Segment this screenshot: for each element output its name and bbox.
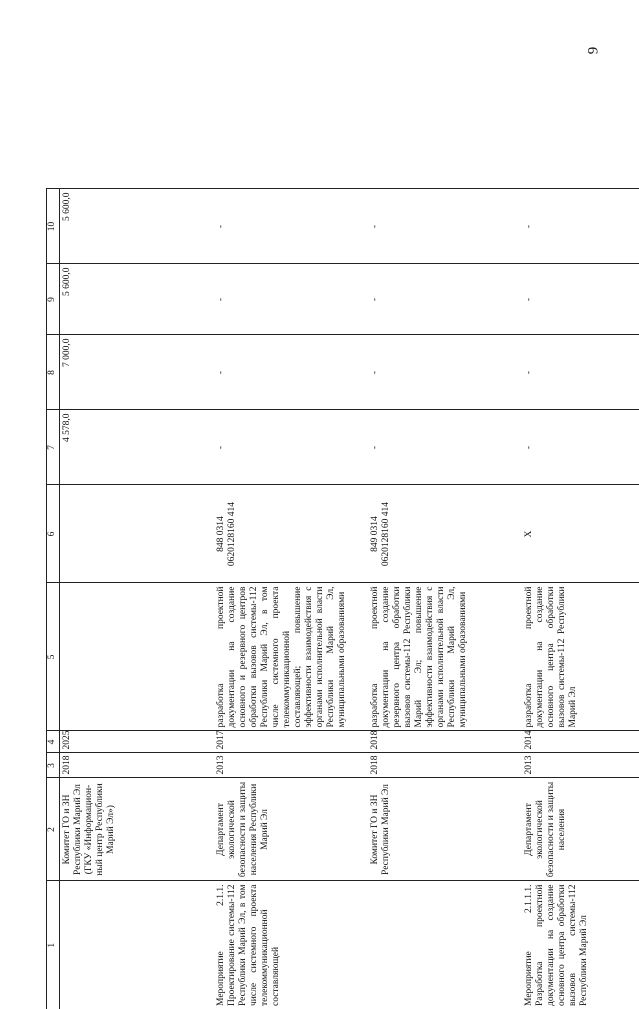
cell-code: [368, 485, 522, 583]
header-col-5: 5: [47, 583, 60, 731]
cell-start-year: 2013: [214, 753, 368, 778]
header-col-8: 8: [47, 335, 60, 410]
cell-code-line-2: 0620128160 414: [227, 489, 238, 580]
cell-value-10: 5 600,0: [60, 189, 215, 264]
cell-code: [214, 485, 368, 583]
cell-value-7: 4 578,0: [60, 410, 215, 485]
header-col-9: 9: [47, 264, 60, 335]
cell-start-year: 2018: [368, 753, 522, 778]
cell-result: разработка проектной документации на создание основного и резервного центров обработки вызовов системы-112 Республики Марий Эл, в том числе системного проекта телекоммуникационной составляющей; повышение эффективности взаимодействия с органами исполнительной власти Республики Марий Эл, муниципальными образованиями: [214, 583, 368, 731]
header-col-6: 6: [47, 485, 60, 583]
cell-executor: Департамент экологической безопасности и защиты населения Республики Марий Эл: [214, 778, 368, 881]
cell-executor: Комитет ГО и ЗН Республики Марий Эл: [368, 778, 522, 881]
cell-value-9: -: [368, 264, 522, 335]
cell-code-line-1: 849 0314: [370, 489, 381, 580]
header-col-2: 2: [47, 778, 60, 881]
cell-code: X: [522, 485, 639, 583]
cell-end-year: 2017: [214, 731, 368, 753]
header-col-10: 10: [47, 189, 60, 264]
cell-executor: Комитет ГО и ЗН Республики Марий Эл (ГКУ «Информацион-ный центр Республики Марий Эл»): [60, 778, 215, 881]
cell-executor: Департамент экологической безопасности и защиты населения: [522, 778, 639, 881]
header-col-4: 4: [47, 731, 60, 753]
cell-event: Мероприятие 2.1.1. Проектирование системы-112 Республики Марий Эл, в том числе системного проекта телекоммуникационной составляющей: [214, 881, 368, 1009]
table-row: [368, 189, 522, 1009]
program-table: [46, 189, 639, 1009]
cell-event: [60, 881, 215, 1009]
cell-code-line-1: 848 0314: [216, 489, 227, 580]
cell-value-10: -: [214, 189, 368, 264]
rotated-table-stage: [46, 189, 516, 1009]
cell-code-line-2: 0620128160 414: [381, 489, 392, 580]
cell-result: [60, 583, 215, 731]
table-row: [60, 189, 215, 1009]
cell-value-8: -: [522, 335, 639, 410]
header-row: [47, 189, 60, 1009]
cell-start-year: 2018: [60, 753, 215, 778]
cell-end-year: 2025: [60, 731, 215, 753]
page-number: 9: [585, 47, 602, 55]
table-row: [522, 189, 639, 1009]
cell-value-10: -: [522, 189, 639, 264]
cell-end-year: 2014: [522, 731, 639, 753]
cell-value-9: -: [214, 264, 368, 335]
cell-value-9: -: [522, 264, 639, 335]
cell-end-year: 2018: [368, 731, 522, 753]
header-col-1: 1: [47, 881, 60, 1009]
table-row: [214, 189, 368, 1009]
cell-value-8: -: [214, 335, 368, 410]
cell-value-7: -: [368, 410, 522, 485]
cell-start-year: 2013: [522, 753, 639, 778]
cell-event: Мероприятие 2.1.1.1. Разработка проектной документации на создание основного центра обработки вызовов системы-112 Республики Марий Эл: [522, 881, 639, 1009]
cell-result: разработка проектной документации на создание основного центра обработки вызовов системы-112 Республики Марий Эл: [522, 583, 639, 731]
cell-code: [60, 485, 215, 583]
cell-result: разработка проектной документации на создание резервного центра обработки вызовов системы-112 Республики Марий Эл; повышение эффективности взаимодействия с органами исполнительной власти Республики Марий Эл, муниципальными образованиями: [368, 583, 522, 731]
cell-value-10: -: [368, 189, 522, 264]
cell-value-8: -: [368, 335, 522, 410]
cell-value-7: -: [522, 410, 639, 485]
cell-value-9: 5 600,0: [60, 264, 215, 335]
header-col-7: 7: [47, 410, 60, 485]
cell-value-7: -: [214, 410, 368, 485]
cell-event: [368, 881, 522, 1009]
header-col-3: 3: [47, 753, 60, 778]
cell-value-8: 7 000,0: [60, 335, 215, 410]
